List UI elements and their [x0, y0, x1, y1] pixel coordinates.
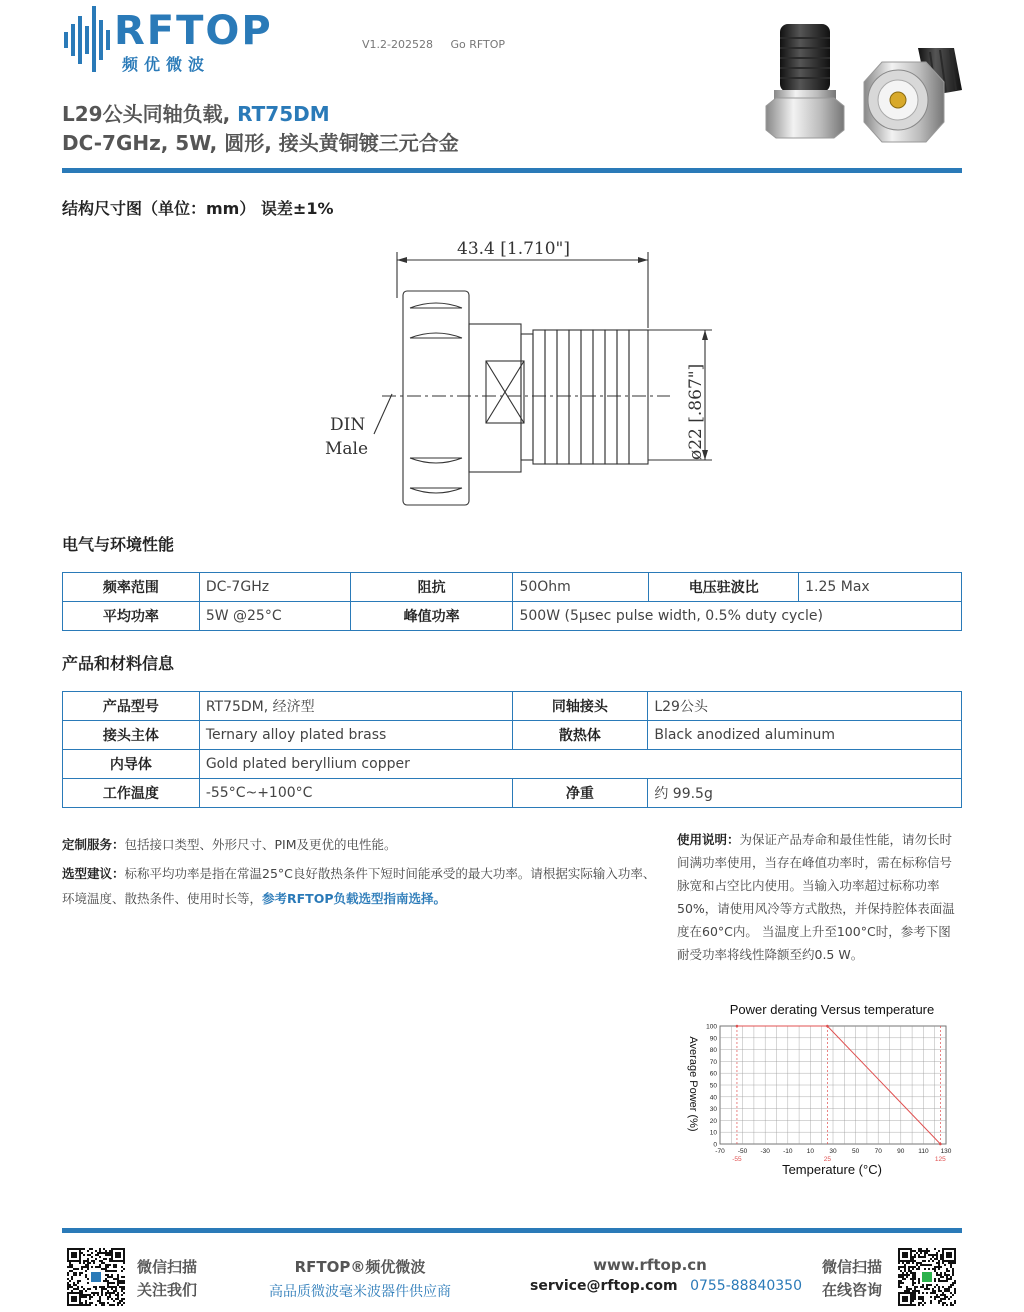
footer-brand-name: RFTOP®频优微波 — [294, 1258, 426, 1276]
chart-x-tick-label: 90 — [897, 1148, 905, 1155]
chart-y-tick-label: 80 — [709, 1047, 717, 1055]
wechat-scan-label: 微信扫描 — [822, 1258, 883, 1276]
connector-label-din: DIN — [330, 415, 366, 435]
chart-data-point — [826, 1025, 829, 1028]
spec-label: 内导体 — [63, 750, 200, 779]
custom-service-note — [62, 832, 662, 857]
chart-x-tick-label: -30 — [760, 1148, 770, 1155]
chart-y-tick-label: 20 — [709, 1117, 717, 1125]
chart-x-tick-label: -10 — [783, 1148, 793, 1155]
spec-value: Gold plated beryllium copper — [199, 750, 961, 779]
chart-x-tick-label: 50 — [851, 1148, 860, 1155]
spec-label: 同轴接头 — [512, 692, 648, 721]
product-subtitle: DC-7GHz, 5W, 圆形, 接头黄铜镀三元合金 — [62, 131, 459, 155]
table-row — [63, 750, 962, 779]
usage-note — [677, 828, 962, 966]
product-photo — [758, 18, 964, 148]
note-text: 为保证产品寿命和最佳性能，请勿长时间满功率使用，当存在峰值功率时，需在标称信号脉宽和占空比内使用。当输入功率超过标称功率50%，请使用风冷等方式散热，并保持腔体表面温度在60°C内。 当温度上升至100°C时，参考下图耐受功率将线性降额至约0.5 W。 — [677, 832, 955, 962]
website-link[interactable]: www.rftop.cn — [593, 1256, 707, 1274]
chart-x-tick-label: 130 — [940, 1148, 952, 1155]
table-row — [63, 573, 962, 602]
chart-data-point — [939, 1143, 942, 1146]
spec-value: DC-7GHz — [199, 573, 350, 602]
email-link[interactable]: service@rftop.com — [530, 1278, 678, 1294]
table-row — [63, 721, 962, 750]
table-row — [63, 692, 962, 721]
electrical-table — [62, 572, 962, 631]
table-row — [63, 779, 962, 808]
version-info — [362, 38, 519, 51]
spec-label: 散热体 — [512, 721, 648, 750]
spec-value: Ternary alloy plated brass — [199, 721, 512, 750]
online-consult-label: 在线咨询 — [822, 1281, 883, 1299]
electrical-heading: 电气与环境性能 — [62, 535, 175, 554]
chart-marker-label: 25 — [823, 1156, 831, 1163]
footer-divider — [62, 1228, 962, 1233]
spec-label: 频率范围 — [63, 573, 200, 602]
logo-chinese-name: 频优微波 — [122, 55, 211, 74]
spec-label: 接头主体 — [63, 721, 200, 750]
chart-marker-label: 125 — [934, 1156, 946, 1163]
spec-value: 1.25 Max — [799, 573, 962, 602]
footer-slogan: 高品质微波毫米波器件供应商 — [269, 1284, 451, 1300]
spec-label: 平均功率 — [63, 602, 200, 631]
note-text: 包括接口类型、外形尺寸、PIM及更优的电性能。 — [124, 837, 397, 852]
footer-contact — [530, 1256, 803, 1294]
chart-x-tick-label: 70 — [874, 1148, 882, 1155]
chart-title: Power derating Versus temperature — [729, 1002, 935, 1017]
derating-chart — [684, 996, 964, 1182]
drawing-heading: 结构尺寸图（单位：mm） 误差±1% — [62, 199, 334, 218]
selection-note — [62, 861, 662, 911]
chart-x-tick-label: -70 — [715, 1148, 725, 1155]
spec-label: 电压驻波比 — [649, 573, 799, 602]
chart-y-tick-label: 40 — [709, 1094, 717, 1102]
spec-value: 5W @25°C — [199, 602, 350, 631]
model-number: RT75DM — [237, 102, 330, 126]
spec-label: 产品型号 — [63, 692, 200, 721]
chart-y-tick-label: 100 — [706, 1023, 717, 1031]
company-logo[interactable] — [62, 2, 272, 74]
note-label: 选型建议： — [62, 866, 125, 881]
chart-y-tick-label: 70 — [709, 1058, 717, 1066]
product-title — [62, 98, 330, 127]
table-row — [63, 602, 962, 631]
chart-y-tick-label: 50 — [709, 1082, 717, 1090]
spec-value: Black anodized aluminum — [648, 721, 962, 750]
chart-x-label: Temperature (°C) — [782, 1162, 882, 1177]
note-label: 使用说明： — [677, 832, 740, 847]
logo-wordmark: RFTOP — [114, 8, 273, 54]
header-divider — [62, 168, 962, 173]
chart-x-tick-label: 10 — [806, 1148, 815, 1155]
diameter-dimension: ø22 [.867"] — [686, 363, 706, 460]
spec-label: 工作温度 — [63, 779, 200, 808]
chart-y-tick-label: 0 — [713, 1141, 717, 1149]
dimension-drawing — [300, 228, 740, 518]
product-table — [62, 691, 962, 808]
note-label: 定制服务： — [62, 837, 125, 852]
chart-data-point — [736, 1025, 739, 1028]
follow-us-label: 关注我们 — [137, 1281, 198, 1299]
product-heading: 产品和材料信息 — [62, 654, 175, 673]
notes-left — [62, 832, 662, 911]
chart-x-tick-label: -50 — [737, 1148, 748, 1155]
chart-y-tick-label: 90 — [709, 1035, 717, 1043]
version-number: V1.2-202528 — [362, 38, 433, 51]
chart-x-tick-label: 30 — [829, 1148, 837, 1155]
chart-y-tick-label: 10 — [709, 1129, 717, 1137]
product-photo-front — [864, 48, 962, 142]
spec-value: 500W (5μsec pulse width, 0.5% duty cycle) — [513, 602, 962, 631]
spec-label: 峰值功率 — [350, 602, 513, 631]
logo-wave-icon — [62, 2, 118, 74]
spec-value: RT75DM, 经济型 — [199, 692, 512, 721]
spec-value: L29公头 — [648, 692, 962, 721]
chart-y-label: Average Power (%) — [687, 1036, 699, 1132]
length-dimension: 43.4 [1.710"] — [457, 239, 571, 259]
spec-label: 阻抗 — [350, 573, 513, 602]
chart-x-tick-label: 110 — [918, 1148, 929, 1155]
selection-guide-link[interactable]: 参考RFTOP负载选型指南选择。 — [262, 891, 446, 906]
qr-code-icon[interactable] — [67, 1248, 125, 1306]
qr-code-icon[interactable] — [898, 1248, 956, 1306]
contact-line — [530, 1278, 803, 1294]
footer-brand — [260, 1256, 460, 1301]
note-text: 标称平均功率是指在常温25°C良好散热条件下短时间能承受的最大功率。请根据实际输入功率、环境温度、散热条件、使用时长等， — [62, 866, 656, 906]
product-photo-side — [766, 24, 844, 138]
phone-number[interactable]: 0755-88840350 — [690, 1278, 803, 1294]
spec-value: -55°C~+100°C — [199, 779, 512, 808]
spec-value: 50Ohm — [513, 573, 649, 602]
wechat-scan-label: 微信扫描 — [137, 1258, 198, 1276]
chart-y-tick-label: 60 — [709, 1070, 717, 1078]
connector-label-male: Male — [325, 439, 369, 459]
spec-value: 约 99.5g — [648, 779, 962, 808]
spec-label: 净重 — [512, 779, 648, 808]
brand-link[interactable]: Go RFTOP — [450, 38, 506, 51]
title-prefix: L29公头同轴负载, — [62, 102, 238, 126]
chart-y-tick-label: 30 — [709, 1106, 717, 1114]
chart-marker-label: -55 — [732, 1156, 742, 1163]
